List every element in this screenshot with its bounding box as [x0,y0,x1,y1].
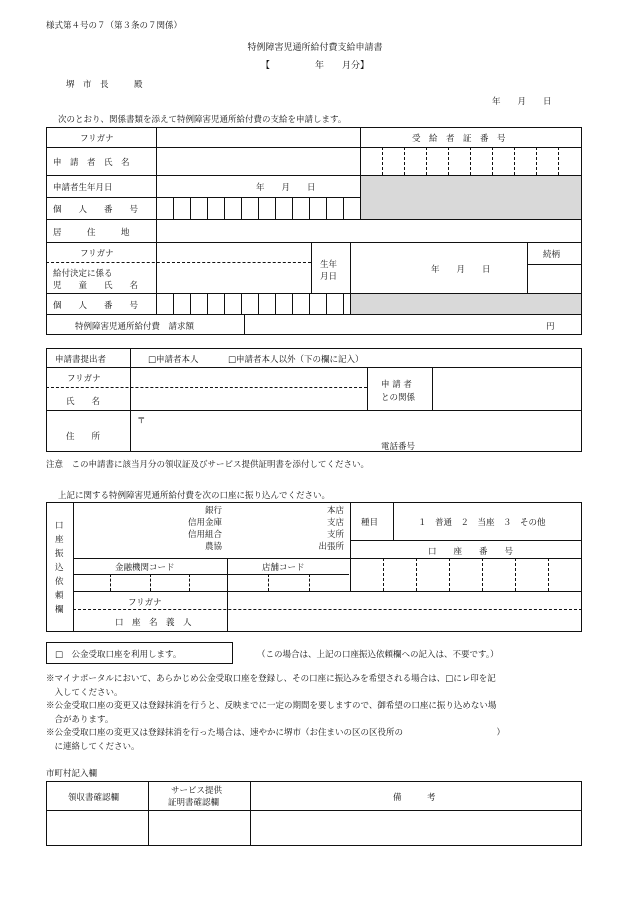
submitter-relation-label-1: 申 請 者 [381,380,412,390]
bank-intro: 上記に関する特例障害児通所給付費を次の口座に振り込んでください。 [58,491,331,501]
postal-mark: 〒 [137,416,146,426]
account-kind-label: 種目 [361,518,379,528]
child-birth-field[interactable]: 年 月 日 [431,265,491,275]
bank-side-label: 口 座 振 込 依 頼 欄 [55,521,64,615]
address-label: 居 住 地 [53,228,130,238]
service-check-label-2: 証明書確認欄 [168,798,220,808]
submitter-self-checkbox[interactable]: □申請者本人 [148,355,199,365]
service-check-label-1: サービス提供 [171,786,223,796]
note-line: 入してください。 [46,687,123,698]
furigana-label: フリガナ [80,134,114,144]
institution-types[interactable]: 銀行 信用金庫 信用組合 農協 [187,506,222,552]
intro-text: 次のとおり、関係書類を添えて特例障害児通所給付費の支給を申請します。 [58,115,347,125]
note-line: ※マイナポータルにおいて、あらかじめ公金受取口座を登録し、その口座に振込みを希望される場合は、□にレ印を記 [46,674,496,684]
account-number-label: 口 座 番 号 [428,547,514,557]
personal-number-label: 個 人 番 号 [53,205,139,215]
applicant-birth-field[interactable]: 年 月 日 [256,183,316,193]
note-line: 合があります。 [46,714,114,725]
submitter-name-label: 氏 名 [66,397,101,407]
public-account-note: （この場合は、上記の口座振込依頼欄への記入は、不要です。） [257,650,499,660]
date-field[interactable]: 年 月 日 [492,97,552,107]
child-birth-label-1: 生年 [320,260,338,270]
submitter-label: 申請書提出者 [55,355,107,365]
period-field[interactable]: 【 年 月分】 [260,61,369,71]
addressee: 堺 市 長 殿 [66,80,143,90]
applicant-birth-label: 申請者生年月日 [53,183,113,193]
child-birth-label-2: 月日 [320,272,338,282]
note-line: に連絡してください。 [46,741,140,752]
child-furigana-label: フリガナ [80,249,114,259]
submitter-other-checkbox[interactable]: □申請者本人以外（下の欄に記入） [228,355,364,365]
submitter-furigana-label: フリガナ [67,374,101,384]
child-name-label-1: 給付決定に係る [53,269,113,279]
account-holder-label: 口 座 名 義 人 [115,618,192,628]
holder-furigana-label: フリガナ [128,598,162,608]
phone-label: 電話番号 [381,442,416,452]
form-title: 特例障害児通所給付費支給申請書 [247,43,383,53]
form-number: 様式第４号の７（第３条の７関係） [46,21,183,31]
remarks-label: 備 考 [393,793,436,803]
branch-code-label: 店舗コード [262,563,305,573]
submitter-relation-label-2: との関係 [381,393,416,403]
applicant-name-label: 申 請 者 氏 名 [53,158,130,168]
claim-unit: 円 [546,322,555,332]
branch-types[interactable]: 本店 支店 支所 出張所 [318,506,344,552]
submitter-address-label: 住 所 [66,432,101,442]
attachment-note: 注意 この申請書に該当月分の領収証及びサービス提供証明書を添付してください。 [46,460,370,470]
public-account-checkbox[interactable]: □ 公金受取口座を利用します。 [55,650,182,660]
claim-label: 特例障害児通所給付費 請求額 [75,322,195,332]
receipt-check-label: 領収書確認欄 [68,793,120,803]
notes [46,673,505,754]
note-line: ※公金受取口座の変更又は登録抹消を行った場合は、速やかに堺市（お住まいの区の区役所の ） [46,728,506,738]
child-personal-number-label: 個 人 番 号 [53,301,139,311]
account-kind-options[interactable]: １ 普通 ２ 当座 ３ その他 [418,518,546,528]
child-name-label-2: 児 童 氏 名 [53,281,139,291]
bank-code-label: 金融機関コード [115,563,175,573]
note-line: ※公金受取口座の変更又は登録抹消を行うと、反映までに一定の期間を要しますので、御希望の口座に振り込めない場 [46,701,497,711]
recipient-number-label: 受 給 者 証 番 号 [412,134,506,144]
city-section-label: 市町村記入欄 [46,769,98,779]
relation-label: 続柄 [543,250,561,260]
